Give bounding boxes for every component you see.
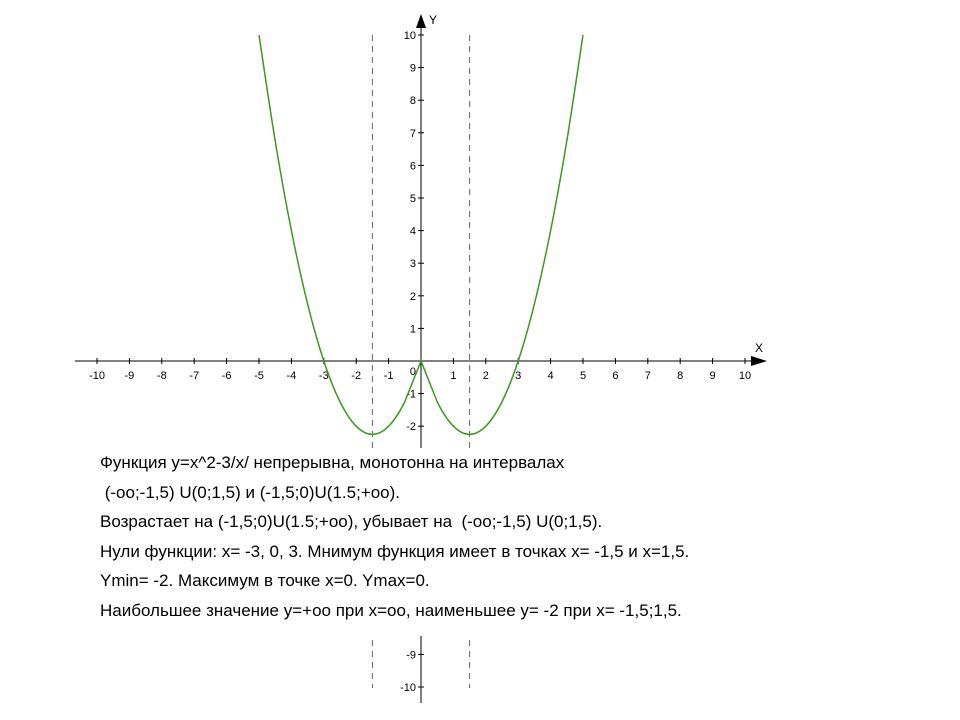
x-tick-label: -5 <box>254 370 264 382</box>
x-axis-label: X <box>755 341 764 355</box>
y-axis-label: Y <box>429 13 438 27</box>
x-tick-label: 4 <box>547 370 554 382</box>
y-tick-label: 3 <box>409 258 416 271</box>
x-axis-arrow <box>751 356 767 366</box>
x-tick-label: -2 <box>351 370 362 382</box>
y-tick-label: 8 <box>409 95 416 108</box>
y-tick-label: -9 <box>406 649 416 662</box>
y-tick-label: 2 <box>409 290 416 303</box>
x-tick-label: 7 <box>644 370 651 382</box>
y-tick-label: 10 <box>403 30 416 42</box>
x-tick-label: 3 <box>515 370 522 382</box>
x-tick-label: -1 <box>383 370 394 382</box>
text-line-4: Нули функции: x= -3, 0, 3. Мнимум функция имеет в точках x= -1,5 и x=1,5. <box>100 541 690 561</box>
y-tick-label: -2 <box>406 421 416 434</box>
x-tick-label: -9 <box>124 370 135 382</box>
y-axis-arrow <box>416 14 426 28</box>
text-line-6: Наибольшее значение y=+oo при x=oo, наименьшее y= -2 при x= -1,5;1,5. <box>100 600 682 620</box>
x-tick-label: -10 <box>89 370 105 382</box>
x-tick-label: 10 <box>738 370 752 382</box>
x-tick-label: 6 <box>612 370 619 382</box>
y-tick-label: 4 <box>409 225 416 238</box>
x-tick-label: 2 <box>482 370 489 382</box>
x-tick-label: -4 <box>286 370 297 382</box>
y-tick-label: 1 <box>409 323 416 336</box>
text-line-3: Возрастает на (-1,5;0)U(1.5;+oo), убывает на (-oo;-1,5) U(0;1,5). <box>100 512 603 531</box>
y-tick-label: 5 <box>409 193 416 205</box>
x-tick-label: -7 <box>189 370 200 382</box>
x-tick-label: 8 <box>677 370 684 382</box>
x-tick-label: -6 <box>221 370 232 382</box>
text-line-1: Функция y=x^2-3/x/ непрерывна, монотонна на интервалах <box>100 453 565 472</box>
y-tick-label: -1 <box>406 388 416 401</box>
origin-label: 0 <box>409 366 416 378</box>
text-line-5: Ymin= -2. Максимум в точке x=0. Ymax=0. <box>100 571 430 590</box>
description-text-block <box>100 448 960 636</box>
y-tick-label: 7 <box>409 127 416 140</box>
x-tick-label: 1 <box>450 370 457 382</box>
x-tick-label: 9 <box>709 370 716 382</box>
x-tick-label: 5 <box>579 370 587 382</box>
text-line-2: (-oo;-1,5) U(0;1,5) и (-1,5;0)U(1.5;+oo). <box>100 482 401 502</box>
x-tick-label: -3 <box>318 370 329 382</box>
y-tick-label: 6 <box>409 160 416 173</box>
x-tick-label: -8 <box>156 370 167 382</box>
y-tick-label: -10 <box>400 682 416 694</box>
y-tick-label: 9 <box>409 62 416 75</box>
